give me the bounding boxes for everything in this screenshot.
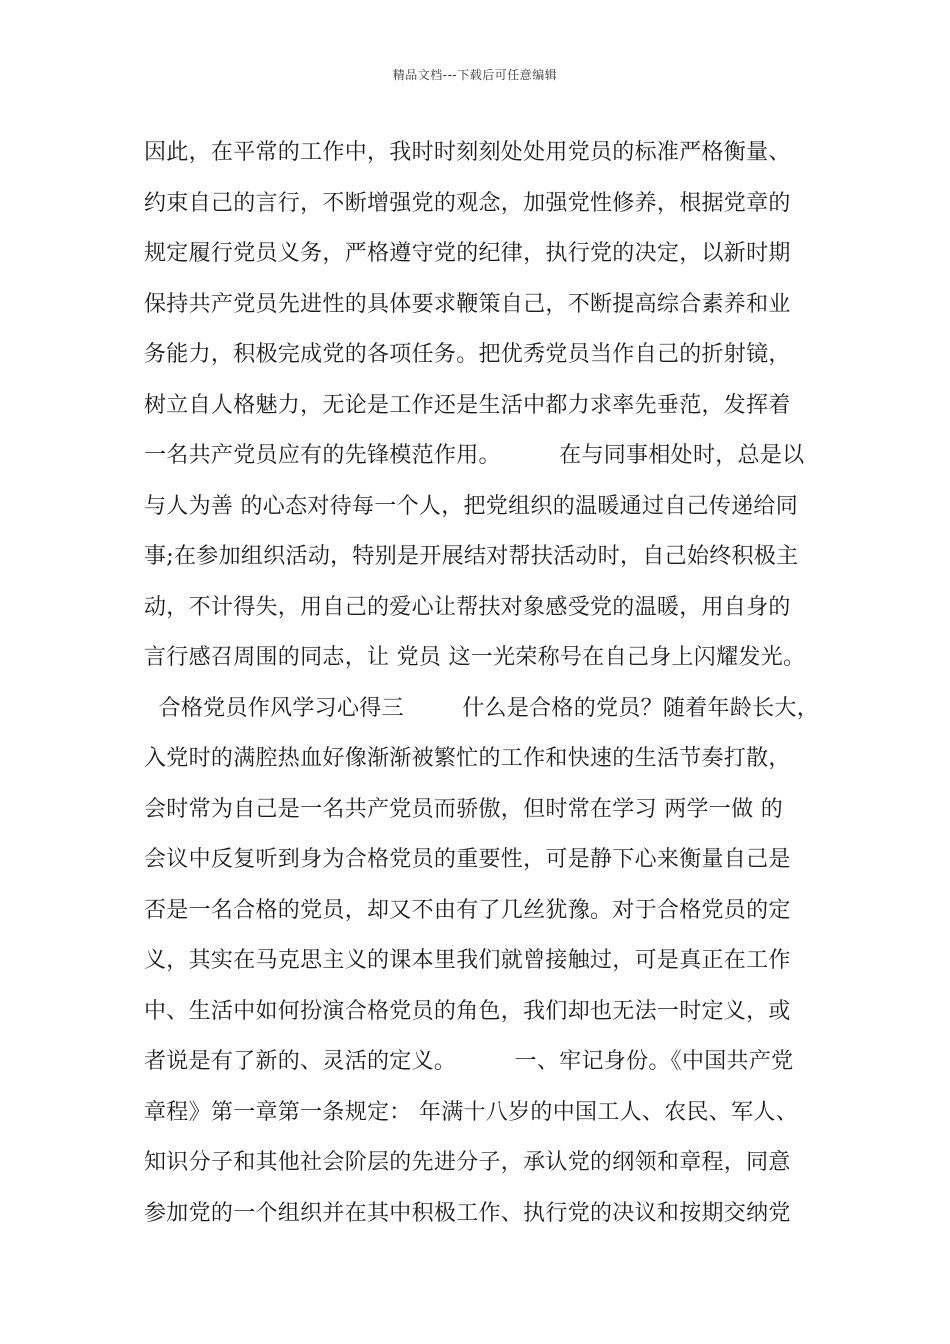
text-line: 合格党员作风学习心得三 什么是合格的党员？随着年龄长大， — [144, 695, 820, 721]
text-line: 树立自人格魅力，无论是工作还是生活中都力求率先垂范，发挥着 — [144, 392, 791, 418]
text-line: 一名共产党员应有的先锋模范作用。 在与同事相处时，总是以 — [144, 443, 805, 468]
text-line: 约束自己的言行，不断增强党的观念，加强党性修养，根据党章的 — [144, 190, 791, 216]
text-line: 务能力，积极完成党的各项任务。把优秀党员当作自己的折射镜， — [144, 342, 791, 367]
document-body — [144, 128, 834, 1239]
text-line: 知识分子和其他社会阶层的先进分子，承认党的纲领和章程，同意 — [144, 1150, 791, 1175]
page-header: 精品文档---下载后可任意编辑 — [392, 68, 558, 82]
text-line: 言行感召周围的同志，让 党员 这一光荣称号在自己身上闪耀发光。 — [144, 645, 806, 670]
text-line: 保持共产党员先进性的具体要求鞭策自己，不断提高综合素养和业 — [144, 291, 791, 317]
text-line: 规定履行党员义务，严格遵守党的纪律，执行党的决定，以新时期 — [144, 241, 791, 266]
text-line: 参加党的一个组织并在其中积极工作、执行党的决议和按期交纳党 — [144, 1200, 791, 1226]
text-line: 章程》第一章第一条规定： 年满十八岁的中国工人、农民、军人、 — [144, 1099, 798, 1125]
text-line: 动，不计得失，用自己的爱心让帮扶对象感受党的温暖，用自身的 — [144, 594, 791, 620]
text-line: 者说是有了新的、灵活的定义。 一、牢记身份。《中国共产党 — [144, 1049, 794, 1074]
text-line: 入党时的满腔热血好像渐渐被繁忙的工作和快速的生活节奏打散， — [144, 746, 791, 771]
text-line: 义，其实在马克思主义的课本里我们就曾接触过，可是真正在工作 — [144, 948, 791, 973]
text-line: 否是一名合格的党员，却又不由有了几丝犹豫。对于合格党员的定 — [144, 897, 791, 923]
text-line: 因此，在平常的工作中，我时时刻刻处处用党员的标准严格衡量、 — [144, 140, 791, 165]
text-line: 与人为善 的心态对待每一个人，把党组织的温暖通过自己传递给同 — [144, 493, 798, 519]
text-line: 事;在参加组织活动，特别是开展结对帮扶活动时，自己始终积极主 — [144, 544, 799, 569]
text-line: 会时常为自己是一名共产党员而骄傲，但时常在学习 两学一做 的 — [144, 796, 783, 822]
text-line: 会议中反复听到身为合格党员的重要性，可是静下心来衡量自己是 — [144, 847, 791, 872]
text-line: 中、生活中如何扮演合格党员的角色，我们却也无法一时定义，或 — [144, 998, 791, 1024]
